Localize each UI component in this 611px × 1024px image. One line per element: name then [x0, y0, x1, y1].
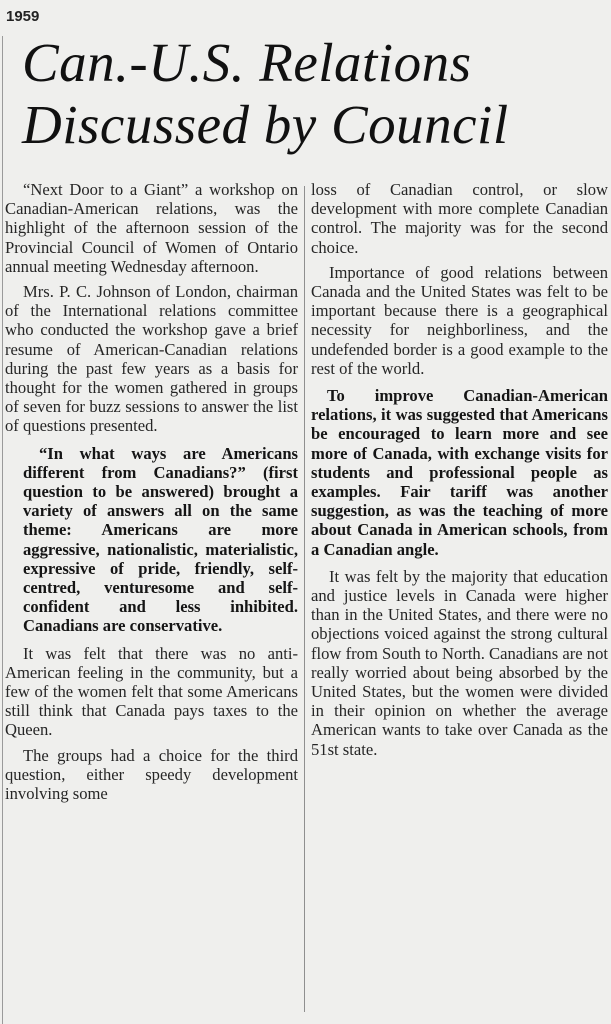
paragraph-anti-american: It was felt that there was no anti-American feeling in the community, but a few of the women felt that some Americans still think that Canada pays taxes to the Queen. — [5, 643, 298, 740]
paragraph-improve-relations: To improve Canadian-American relations, it was suggested that Americans be encouraged to learn more and see more of Canada, with exchange visits for students and professional people as examples. Fair tariff was another suggestion, as was the teaching of more about Canada in American schools, from a Canadian angle. — [311, 386, 608, 559]
article-column-right — [311, 180, 608, 765]
column-divider — [304, 186, 305, 1012]
paragraph-continued: loss of Canadian control, or slow development with more complete Canadian control. The majority was for the second choice. — [311, 180, 608, 257]
left-column-rule — [2, 36, 3, 1024]
paragraph-majority-opinion: It was felt by the majority that education and justice levels in Canada were higher than in the United States, and there were no objections voiced against the strong cultural flow from South to North. Canadians are not really worried about being absorbed by the United States, but the women were divided in their opinion on whether the average American wants to take over Canada as the 51st state. — [311, 566, 608, 759]
article-column-left — [5, 180, 298, 809]
paragraph-differences: “In what ways are Americans different from Canadians?” (first question to be answered) brought a variety of answers all on the same theme: Americans are more aggressive, nationalistic, materialistic, expressive of pride, friendly, self-centred, venturesome and self-confident and less inhibited. Canadians are conservative. — [23, 443, 298, 636]
paragraph-intro: “Next Door to a Giant” a workshop on Canadian-American relations, was the highlight of the afternoon session of the Provincial Council of Women of Ontario annual meeting Wednesday afternoon. — [5, 180, 298, 276]
paragraph-johnson: Mrs. P. C. Johnson of London, chairman of the International relations committee who conducted the workshop gave a brief resume of American-Canadian relations during the past few years as a basis for thought for the women gathered in groups of seven for buzz sessions to answer the list of questions presented. — [5, 282, 298, 436]
headline — [22, 32, 602, 156]
paragraph-good-relations: Importance of good relations between Canada and the United States was felt to be important because there is a geographical necessity for neighborliness, and the undefended border is a good example to the rest of the world. — [311, 262, 608, 378]
paragraph-third-question: The groups had a choice for the third question, either speedy development involving some — [5, 745, 298, 804]
headline-line-2: Discussed by Council — [22, 94, 509, 155]
publication-year: 1959 — [6, 8, 40, 25]
headline-line-1: Can.-U.S. Relations — [22, 32, 472, 93]
